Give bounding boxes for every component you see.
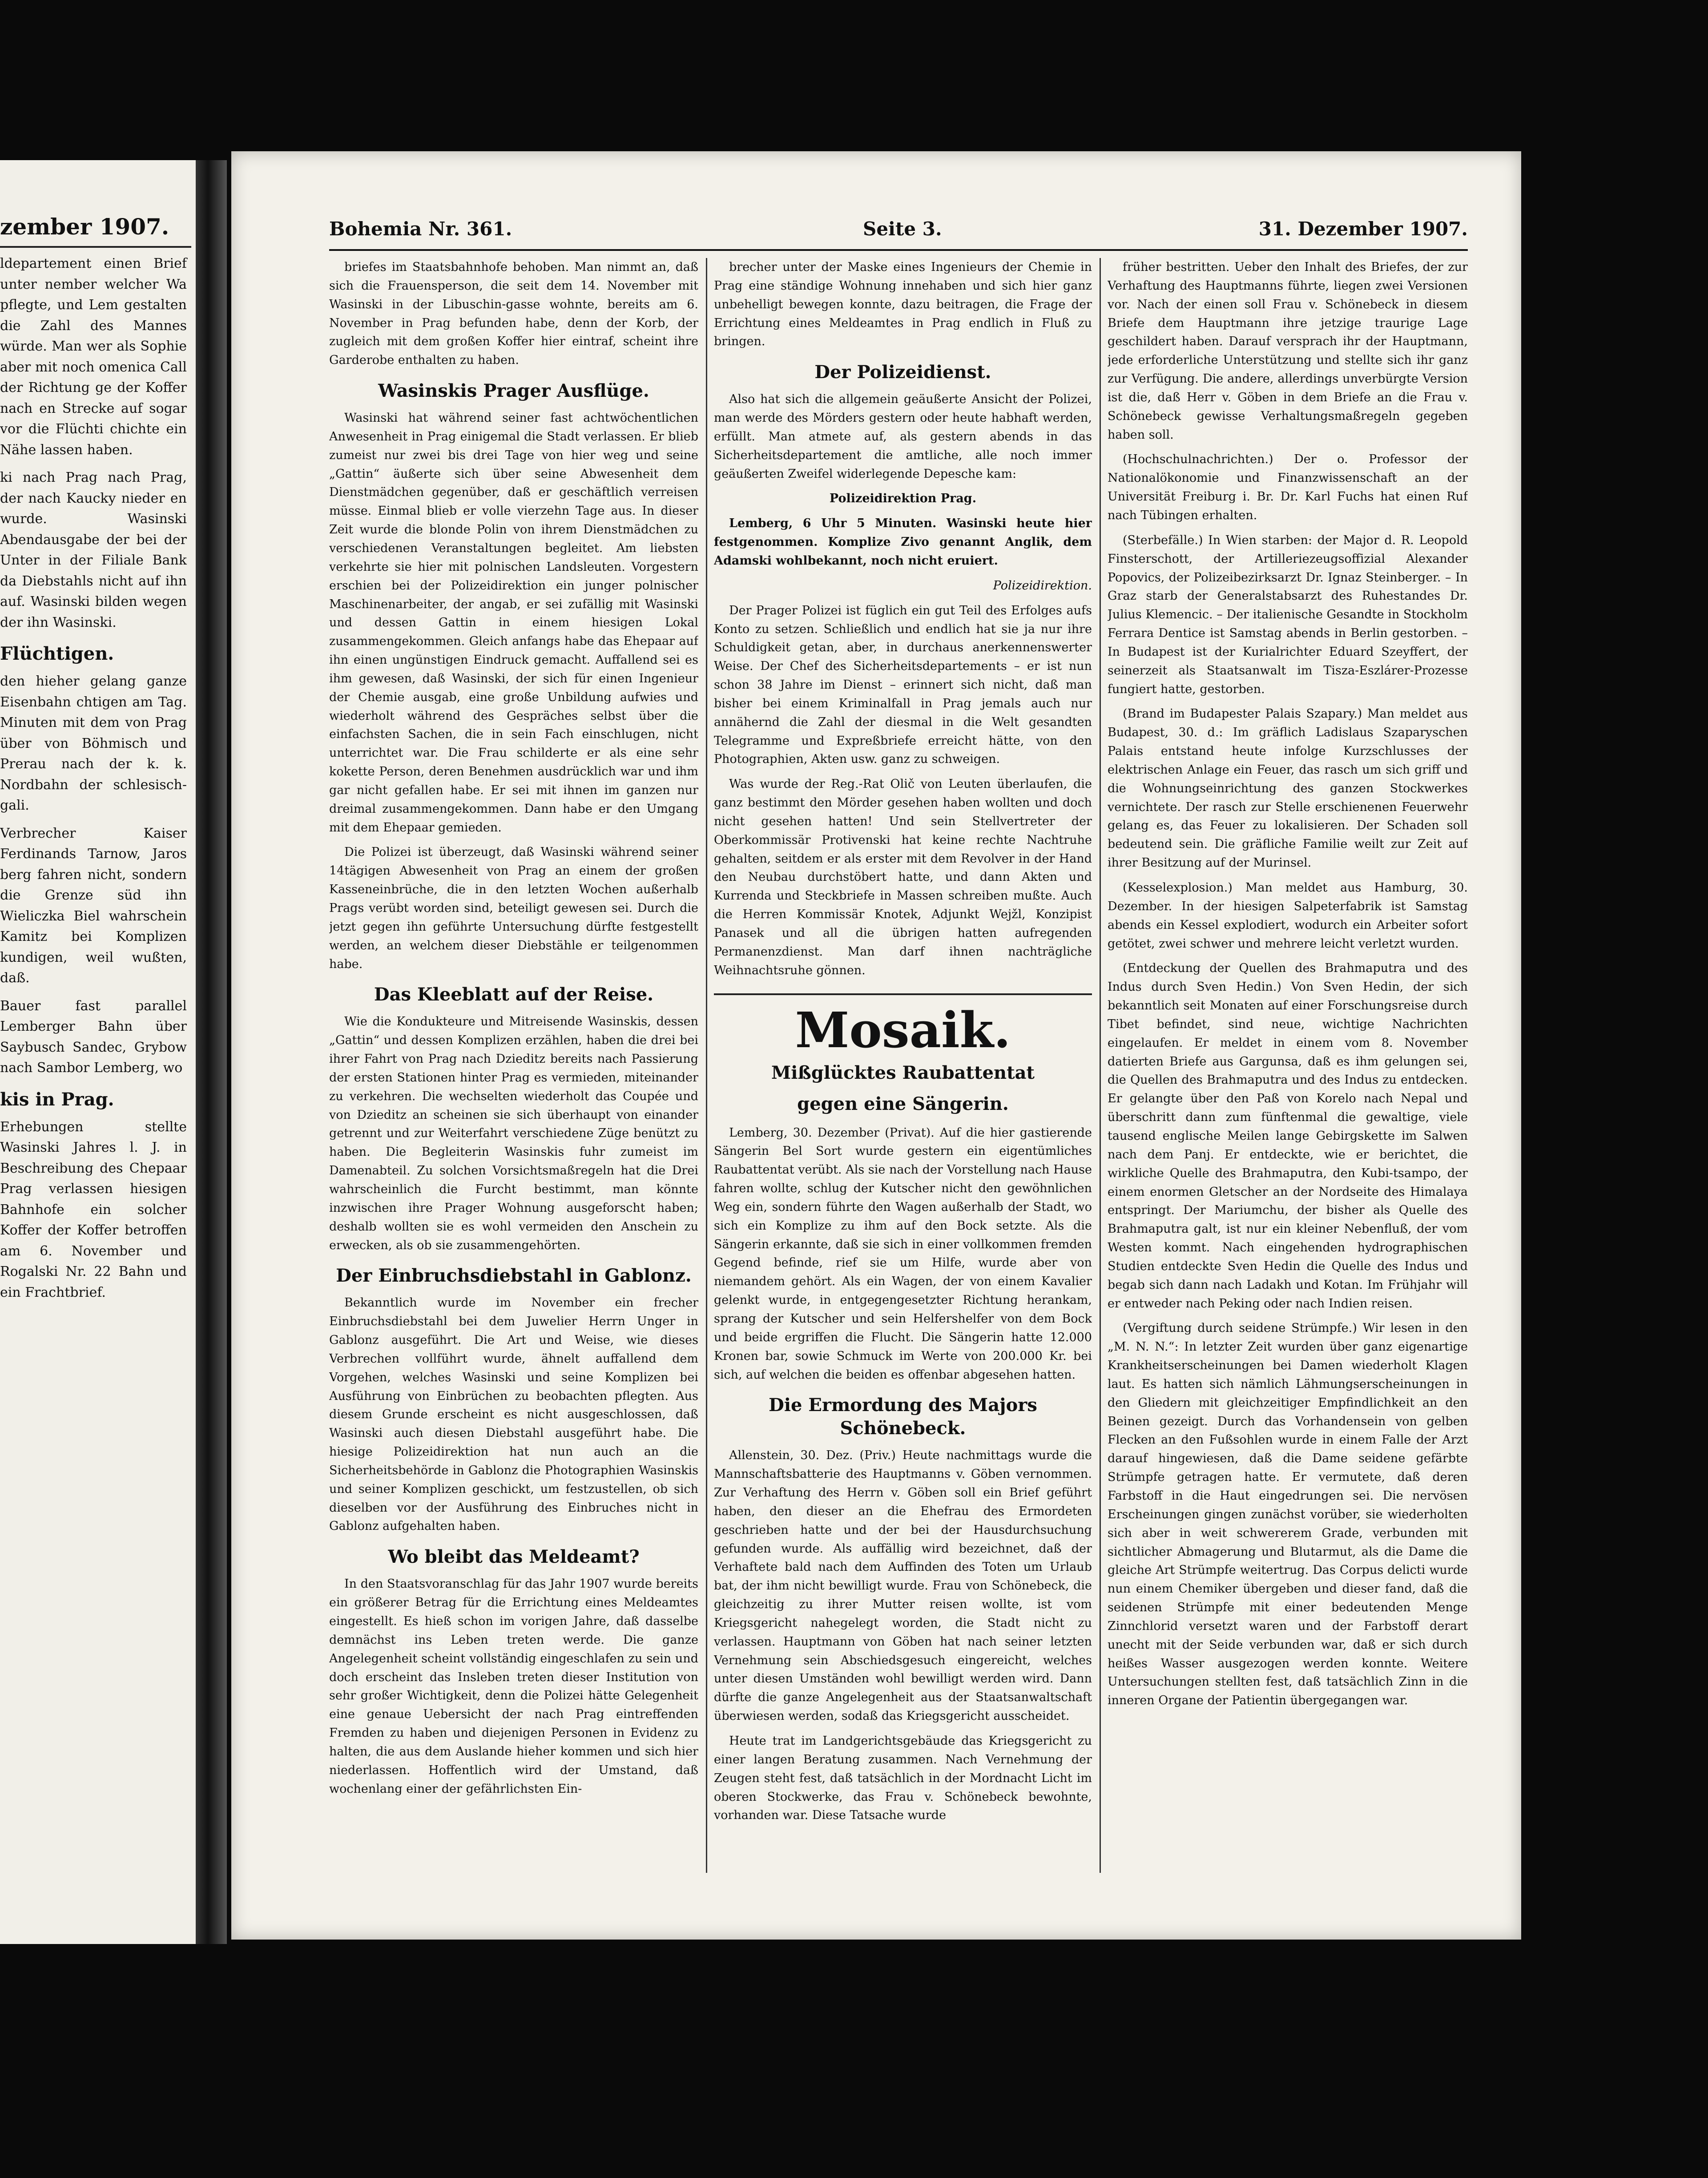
news-item: (Entdeckung der Quellen des Brahmaputra und des Indus durch Sven Hedin.) Von Sven Hedin, der sich bekanntlich seit Monaten auf einer Forschungsreise durch Tibet befindet, sind neue, wichtige Nachrichten eingelaufen. Er meldet in einem vom 8. November datierten Briefe aus Gargunsa, daß es ihm gelungen sei, die Quellen des Brahmaputra und des Indus zu entdecken. Er gelangte über den Paß von Korelo nach Nepal und überschritt dann zum fünftenmal die gewaltige, viele tausend englische Meilen lange Gebirgskette im Salwen nach dem Panj. Er entdeckte, wie er berichtet, die wirkliche Quelle des Brahmaputra, den Kubi-tsampo, der einem enormen Gletscher an der Nordseite des Himalaya entspringt. Der Mariumchu, der bisher als Quelle des Brahmaputra galt, ist nur ein kleiner Nebenfluß, der vom Westen kommt. Nach eingehenden hydrographischen Studien entdeckte Sven Hedin die Quelle des Indus und begab sich dann nach Ladakh und Kotan. Im Frühjahr will er entweder nach Peking oder nach Indien reisen. [1108,961,1468,1311]
masthead-issue: Bohemia Nr. 361. [329,218,512,240]
column-rule [1100,258,1101,1873]
left-paragraph: den hieher gelang ganze Eisenbahn chtigen am Tag. Minuten mit dem von Prag über von Böhmisch und Prerau nach der k. k. Nordbahn der schlesisch-gali. [0,674,187,813]
left-subhead: kis in Prag. [0,1089,114,1110]
article-text: In den Staatsvoranschlag für das Jahr 1907 wurde bereits ein größerer Betrag für die Errichtung eines Meldeamtes eingestellt. Es hieß schon im vorigen Jahre, daß dasselbe demnächst ins Leben treten werde. Die ganze Angelegenheit scheint vollständig eingeschlafen zu sein und doch erscheint das Insleben treten dieser Institution von sehr großer Wichtigkeit, denn die Polizei hätte Gelegenheit eine genaue Uebersicht der nach Prag eintreffenden Fremden zu haben und diejenigen Personen in Evidenz zu halten, die aus dem Auslande hieher kommen und sich hier niederlassen. Hoffentlich wird der Umstand, daß wochenlang einer der gefährlichsten Ein- [329,1577,698,1796]
page-date: 31. Dezember 1907. [1258,218,1468,240]
article-heading: Der Einbruchsdiebstahl in Gablonz. [336,1265,692,1287]
left-page-body [0,254,187,1310]
article-text: brecher unter der Maske eines Ingenieurs der Chemie in Prag eine ständige Wohnung innehaben und sich hier ganz unbehelligt bewegen konnte, dazu beitragen, die Frage der Errichtung eines Meldeamtes in Prag endlich in Fluß zu bringen. [714,260,1092,349]
section-title: Mosaik. [714,993,1092,1057]
article-text: briefes im Staatsbahnhofe behoben. Man nimmt an, daß sich die Frauensperson, die seit dem 14. November mit Wasinski in der Libuschin-gasse wohnte, bereits am 6. November in Prag befunden habe, denn der Korb, der zugleich mit dem großen Koffer hier eintraf, scheint ihre Garderobe enthalten zu haben. [329,260,698,367]
news-item: (Kesselexplosion.) Man meldet aus Hamburg, 30. Dezember. In der hiesigen Salpeterfabrik ist Samstag abends ein Kessel explodiert, wodurch ein Arbeiter sofort getötet, zwei schwer und mehrere leicht verletzt wurden. [1108,881,1468,951]
left-paragraph: Erhebungen stellte Wasinski Jahres l. J. in Beschreibung des Chepaar Prag verlassen hiesigen Bahnhofe ein solcher Koffer der Koffer betroffen am 6. November und Rogalski Nr. 22 Bahn und ein Frachtbrief. [0,1119,187,1300]
left-paragraph: Verbrecher Kaiser Ferdinands Tarnow, Jaros berg fahren nicht, sondern die Grenze süd ihn Wieliczka Biel wahrschein Kamitz bei Komplizen kundigen, weil wußten, daß. [0,825,187,986]
news-item: (Vergiftung durch seidene Strümpfe.) Wir lesen in den „M. N. N.“: In letzter Zeit wurden über ganz eigenartige Krankheitserscheinungen bei Damen wiederholt Klagen laut. Es hatten sich nämlich Lähmungserscheinungen in den Gliedern mit gleichzeitiger Empfindlichkeit an den Beinen gezeigt. Durch das Vorhandensein von gelben Flecken an den Fußsohlen wurde in einem Falle der Arzt darauf hingewiesen, daß die Dame seidene gefärbte Strümpfe getragen hatte. Er vermutete, daß deren Farbstoff in die Haut eingedrungen sei. Die nervösen Erscheinungen gingen zunächst vorüber, sie wiederholten sich aber in weit schwererem Grade, verbunden mit sichtlicher Abmagerung und Blutarmut, als die Dame die gleiche Art Strümpfe weitertrug. Das Corpus delicti wurde nun einem Chemiker übergeben und dieser fand, daß die seidenen Strümpfe mit einer bedeutenden Menge Zinnchlorid versetzt waren und der Farbstoff derart unecht mit der Seide verbunden war, daß er sich durch heißes Wasser ausgezogen werden konnte. Weitere Untersuchungen stellten fest, daß tatsächlich Zinn in die inneren Organe der Patientin übergegangen war. [1108,1321,1468,1708]
left-paragraph: Bauer fast parallel Lemberger Bahn über Saybusch Sandec, Grybow nach Sambor Lemberg, wo [0,998,187,1076]
article-text: Der Prager Polizei ist füglich ein gut Teil des Erfolges aufs Konto zu setzen. Schließlich und endlich hat sie ja nur ihre Schuldigkeit getan, aber, in durchaus anerkennenswerter Weise. Der Chef des Sicherheitsdepartements – er ist nun schon 38 Jahre im Dienst – erinnert sich nicht, daß man bisher bei einem Kriminalfall in Prag jemals auch nur annähernd die Zahl der diesmal in die Welt gesandten Telegramme und Expreßbriefe erreicht hätte, von den Photographien, Akten usw. ganz zu schweigen. [714,603,1092,766]
column-2 [714,258,1092,1873]
left-page-fragment [0,160,196,1944]
dispatch-signature: Polizeidirektion. [993,578,1092,593]
article-text: Allenstein, 30. Dez. (Priv.) Heute nachmittags wurde die Mannschaftsbatterie des Hauptmanns v. Göben vernommen. Zur Verhaftung des Herrn v. Göben soll ein Brief geführt haben, den dieser an die Ehefrau des Ermordeten geschrieben hatte und der bei der Hausdurchsuchung gefunden wurde. Als auffällig wird bezeichnet, daß der Verhaftete bald nach dem Auffinden des Toten um Urlaub bat, der ihm nicht bewilligt wurde. Frau von Schönebeck, die gleichzeitig zu ihrer Mutter reisen wollte, ist vom Kriegsgericht nahegelegt worden, die Stadt nicht zu verlassen. Hauptmann von Göben hat nach seiner letzten Vernehmung sein Abschiedsgesuch eingereicht, welches unter diesen Umständen wohl bewilligt werden wird. Dann dürfte die ganze Angelegenheit aus der Staatsanwaltschaft überwiesen werden, sodaß das Kriegsgericht ausscheidet. [714,1448,1092,1723]
article-text: Also hat sich die allgemein geäußerte Ansicht der Polizei, man werde des Mörders gestern oder heute habhaft werden, erfüllt. Man atmete auf, als gestern abends in das Sicherheitsdepartement die amtliche, alle noch immer geäußerten Zweifel widerlegende Depesche kam: [714,392,1092,481]
column-3 [1108,258,1468,1873]
article-text: Die Polizei ist überzeugt, daß Wasinski während seiner 14tägigen Abwesenheit von Prag an einem der großen Kasseneinbrüche, die in den letzten Wochen außerhalb Prags verübt worden sind, beteiligt gewesen sei. Durch die jetzt gegen ihn geführte Untersuchung dürfte festgestellt werden, an welchem dieser Diebstähle er teilgenommen habe. [329,845,698,971]
article-text: Wasinski hat während seiner fast achtwöchentlichen Anwesenheit in Prag einigemal die Stadt verlassen. Er blieb zumeist nur zwei bis drei Tage von hier weg und seine „Gattin“ äußerte sich über seine Abwesenheit dem Dienstmädchen gegenüber, daß er geschäftlich verreisen müsse. Einmal blieb er volle vierzehn Tage aus. In dieser Zeit wurde die blonde Polin von ihrem Dienstmädchen zu verschiedenen Veranstaltungen begleitet. Am liebsten verkehrte sie hier mit polnischen Landsleuten. Vorgestern erschien bei der Polizeidirektion ein junger polnischer Maschinenarbeiter, der angab, er sei zufällig mit Wasinski und dessen Gattin in einem hiesigen Lokal zusammengekommen. Gleich anfangs habe das Ehepaar auf ihn einen ungünstigen Eindruck gemacht. Auffallend sei es ihm gewesen, daß Wasinski, der sich für einen Ingenieur der Chemie ausgab, eine große Unbildung aufwies und wiederholt während des Gespräches selbst über die einfachsten Sachen, die in sein Fach einschlugen, nicht unterrichtet war. Die Frau schilderte er als eine sehr kokette Person, deren Benehmen ausdrücklich war und ihm gar nicht gefallen habe. Er sei mit ihnen im ganzen nur dreimal zusammengekommen. Dann habe er den Umgang mit dem Ehepaar gemieden. [329,411,698,835]
article-heading: Die Ermordung des Majors Schönebeck. [769,1395,1037,1439]
dispatch-heading: Polizeidirektion Prag. [829,492,977,506]
news-item: (Sterbefälle.) In Wien starben: der Major d. R. Leopold Finsterschott, der Artilleriezeugsoffizial Alexander Popovics, der Polizeibezirksarzt Dr. Ignaz Steinberger. – In Graz starb der Generalstabsarzt des Ruhestandes Dr. Julius Klemencic. – Der italienische Gesandte in Stockholm Ferrara Dentice ist Samstag abends in Berlin gestorben. – In Budapest ist der Kurialrichter Eduard Szeyffert, der seinerzeit als Staatsanwalt im Tisza-Eszlárer-Prozesse fungiert hatte, gestorben. [1108,533,1468,696]
left-paragraph: ldepartement einen Brief unter nember welcher Wa pflegte, und Lem gestalten die Zahl des Mannes würde. Man wer als Sophie aber mit noch omenica Call der Richtung ge der Koffer nach en Strecke auf sogar vor die Flüchti chichte ein Nähe lassen haben. [0,256,187,458]
article-heading: Wasinskis Prager Ausflüge. [378,380,649,402]
article-heading: Der Polizeidienst. [814,362,991,383]
news-item: (Hochschulnachrichten.) Der o. Professor der Nationalökonomie und Finanzwissenschaft an der Universität Freiburg i. Br. Dr. Karl Fuchs hat einen Ruf nach Tübingen erhalten. [1108,452,1468,522]
article-text: Lemberg, 30. Dezember (Privat). Auf die hier gastierende Sängerin Bel Sort wurde gestern ein eigentümliches Raubattentat verübt. Als sie nach der Vorstellung nach Hause fahren wollte, schlug der Kutscher nicht den gewöhnlichen Weg ein, sondern führte den Wagen außerhalb der Stadt, wo sich ein Komplize zu ihm auf den Bock setzte. Als die Sängerin erkannte, daß sie sich in einer vollkommen fremden Gegend befinde, rief sie um Hilfe, wurde aber von niemandem gehört. Als ein Wagen, der von einem Kavalier gelenkt wurde, in entgegengesetzter Richtung herankam, sprang der Kutscher und sein Helfershelfer von dem Bock und beide ergriffen die Flucht. Die Sängerin hatte 12.000 Kronen bar, sowie Schmuck im Werte von 200.000 Kr. bei sich, auf welchen die beiden es offenbar abgesehen hatten. [714,1125,1092,1382]
news-item: (Brand im Budapester Palais Szapary.) Man meldet aus Budapest, 30. d.: Im gräflich Ladislaus Szaparyschen Palais entstand heute infolge Kurzschlusses der elektrischen Anlage ein Feuer, das rasch um sich griff und die Wohnungseinrichtung des ganzen Stockwerkes vernichtete. Der rasch zur Stelle erschienenen Feuerwehr gelang es, das Feuer zu lokalisieren. Der Schaden soll bedeutend sein. Die gräfliche Familie weilt zur Zeit auf ihrer Besitzung auf der Murinsel. [1108,707,1468,870]
article-text: früher bestritten. Ueber den Inhalt des Briefes, der zur Verhaftung des Hauptmanns führte, liegen zwei Versionen vor. Nach der einen soll Frau v. Schönebeck in diesem Briefe dem Hauptmann ihre jetzige traurige Lage geschildert haben. Darauf versprach ihr der Hauptmann, jede erforderliche Unterstützung und stellte sich ihr ganz zur Verfügung. Die andere, allerdings unverbürgte Version ist die, daß Herr v. Göben in dem Briefe an die Frau v. Schönebeck gewisse Verhaltungsmaßregeln gegeben haben soll. [1108,260,1468,442]
article-text: Bekanntlich wurde im November ein frecher Einbruchsdiebstahl bei dem Juwelier Herrn Unger in Gablonz ausgeführt. Die Art und Weise, wie dieses Verbrechen vollführt wurde, ähnelt auffallend dem Vorgehen, welches Wasinski und seine Komplizen bei Ausführung von Einbrüchen zu beobachten pflegten. Aus diesem Grunde erscheint es nicht ausgeschlossen, daß Wasinski auch diesen Diebstahl ausgeführt habe. Die hiesige Polizeidirektion hat nun auch an die Sicherheitsbehörde in Gablonz die Photographien Wasinskis und seiner Komplizen geschickt, um festzustellen, ob sich dieselben vor der Ausführung des Einbruches nicht in Gablonz aufgehalten haben. [329,1296,698,1533]
article-heading: Mißglücktes Raubattentat [771,1062,1035,1083]
dispatch-text: Lemberg, 6 Uhr 5 Minuten. Wasinski heute hier festgenommen. Komplize Zivo genannt Anglik, dem Adamski wohlbekannt, noch nicht eruiert. [714,516,1092,568]
page-header [329,214,1468,251]
left-paragraph: ki nach Prag nach Prag, der nach Kaucky nieder en wurde. Wasinski Abendausgabe der bei der Unter in der Filiale Bank da Diebstahls nicht auf ihn auf. Wasinski bilden wegen der ihn Wasinski. [0,470,187,630]
article-subheading: gegen eine Sängerin. [797,1093,1009,1114]
column-1 [329,258,698,1873]
article-text: Heute trat im Landgerichtsgebäude das Kriegsgericht zu einer langen Beratung zusammen. Nach Vernehmung der Zeugen steht fest, daß tatsächlich in der Mordnacht Licht im oberen Stockwerke, das Frau v. Schönebeck bewohnte, vorhanden war. Diese Tatsache wurde [714,1734,1092,1823]
article-heading: Das Kleeblatt auf der Reise. [374,984,654,1005]
left-subhead: Flüchtigen. [0,643,114,664]
left-page-header: zember 1907. [0,214,191,248]
column-rule [706,258,707,1873]
article-text: Wie die Kondukteure und Mitreisende Wasinskis, dessen „Gattin“ und dessen Komplizen erzählen, haben die drei bei ihrer Fahrt von Prag nach Dzieditz bereits nach Passierung der ersten Stationen hinter Prag es vermieden, miteinander zu verkehren. Die wechselten wiederholt das Coupée und von Dzieditz an scheinen sie sich überhaupt von einander getrennt und zur Weiterfahrt verschiedene Züge benützt zu haben. Die Begleiterin Wasinskis fuhr zumeist im Damenabteil. Zu solchen Vorsichtsmaßregeln hat die Drei wahrscheinlich die Furcht bestimmt, man könnte inzwischen ihre Prager Wohnung ausgeforscht haben; deshalb wollten sie es wohl vermeiden den Anschein zu erwecken, als ob sie zusammengehörten. [329,1015,698,1252]
book-gutter [196,160,227,1944]
page-number: Seite 3. [863,218,942,240]
article-heading: Wo bleibt das Meldeamt? [388,1546,640,1568]
article-text: Was wurde der Reg.-Rat Olič von Leuten überlaufen, die ganz bestimmt den Mörder gesehen haben wollten und doch nicht gesehen hatten! Und sein Stellvertreter der Oberkommissär Protivenski hat keine rechte Nachtruhe gehalten, seitdem er als erster mit dem Revolver in der Hand den Neubau durchstöbert hatte, und dann Akten und Kurrenda und Steckbriefe in Massen schreiben mußte. Auch die Herren Kommissär Knotek, Adjunkt Wejžl, Konzipist Panasek und all die übrigen hatten aufregenden Permanenzdienst. Man darf ihnen nachträgliche Weihnachtsruhe gönnen. [714,777,1092,977]
newspaper-page [231,151,1521,1940]
